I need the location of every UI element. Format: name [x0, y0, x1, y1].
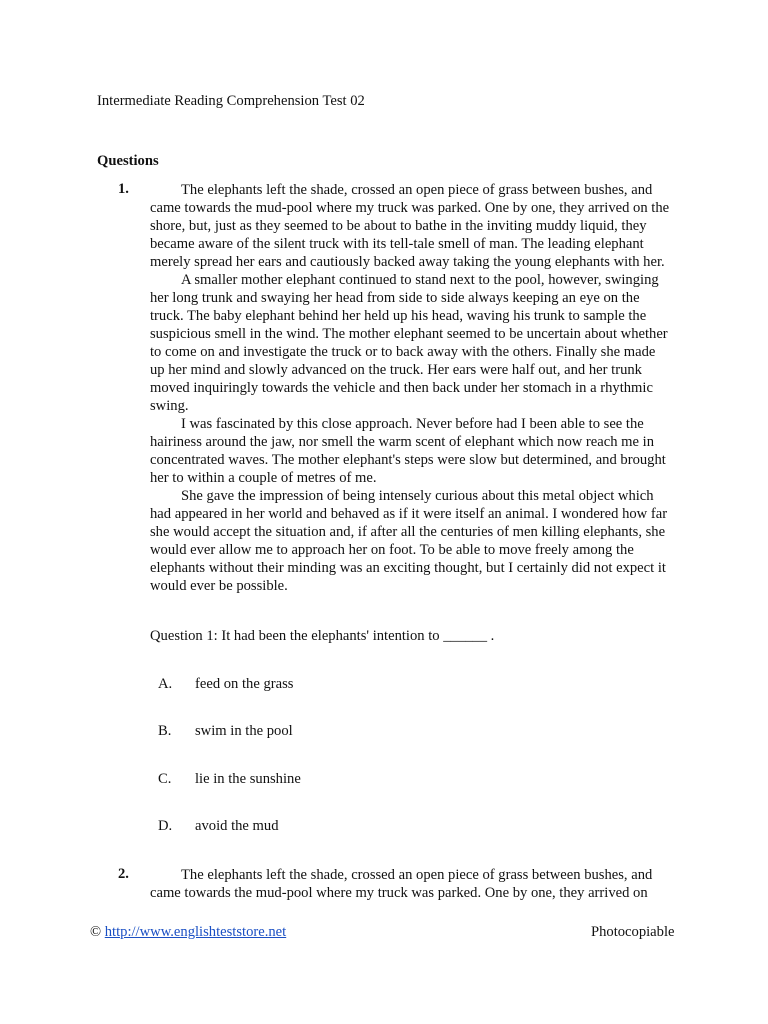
page-title: Intermediate Reading Comprehension Test 02 [97, 93, 365, 109]
question-number: 2. [118, 866, 129, 882]
question-number: 1. [118, 181, 129, 197]
option-letter: A. [158, 676, 173, 692]
option-text: avoid the mud [195, 818, 279, 834]
question-prompt: Question 1: It had been the elephants' intention to ______ . [150, 628, 495, 644]
passage-paragraph: A smaller mother elephant continued to stand next to the pool, however, swinging her long trunk and swaying her head from side to side always keeping an eye on the truck. The baby elephant behind her held up his head, waving his trunk to sample the suspicious smell in the wind. The mother elephant seemed to be uncertain about whether to come on and investigate the truck or to back away with the others. Finally she made up her mind and slowly advanced on the truck. Her ears were half out, and her trunk moved inquiringly towards the vehicle and then back under her stomach in a rhythmic swing. [150, 272, 668, 414]
website-link[interactable]: http://www.englishteststore.net [104, 924, 287, 940]
option-letter: D. [158, 818, 173, 834]
footer-copyright [90, 924, 286, 941]
reading-passage-continued [150, 866, 670, 902]
option-text: feed on the grass [195, 676, 294, 692]
passage-paragraph: I was fascinated by this close approach. Never before had I been able to see the hairiness around the jaw, nor smell the warm scent of elephant which now reach me in concentrated waves. The mother elephant's steps were slow but determined, and brought her to within a couple of metres of me. [150, 416, 666, 486]
option-text: lie in the sunshine [195, 771, 301, 787]
copyright-symbol: © [90, 924, 102, 940]
passage-paragraph: The elephants left the shade, crossed an open piece of grass between bushes, and came towards the mud-pool where my truck was parked. One by one, they arrived on [150, 867, 653, 901]
option-text: swim in the pool [195, 723, 293, 739]
reading-passage [150, 181, 670, 595]
option-letter: B. [158, 723, 172, 739]
footer-photocopiable: Photocopiable [591, 924, 675, 940]
passage-paragraph: The elephants left the shade, crossed an open piece of grass between bushes, and came towards the mud-pool where my truck was parked. One by one, they arrived on the shore, but, just as they seemed to be about to bathe in the inviting muddy liquid, they became aware of the silent truck with its tell-tale smell of man. The leading elephant merely spread her ears and cautiously backed away taking the young elephants with her. [150, 182, 670, 270]
option-letter: C. [158, 771, 172, 787]
section-heading: Questions [97, 153, 159, 169]
passage-paragraph: She gave the impression of being intensely curious about this metal object which had appeared in her world and behaved as if it were itself an animal. I wondered how far she would accept the situation and, if after all the centuries of men killing elephants, she would ever allow me to approach her on foot. To be able to move freely among the elephants without their minding was an exciting thought, but I certainly did not expect it would ever be possible. [150, 488, 668, 594]
